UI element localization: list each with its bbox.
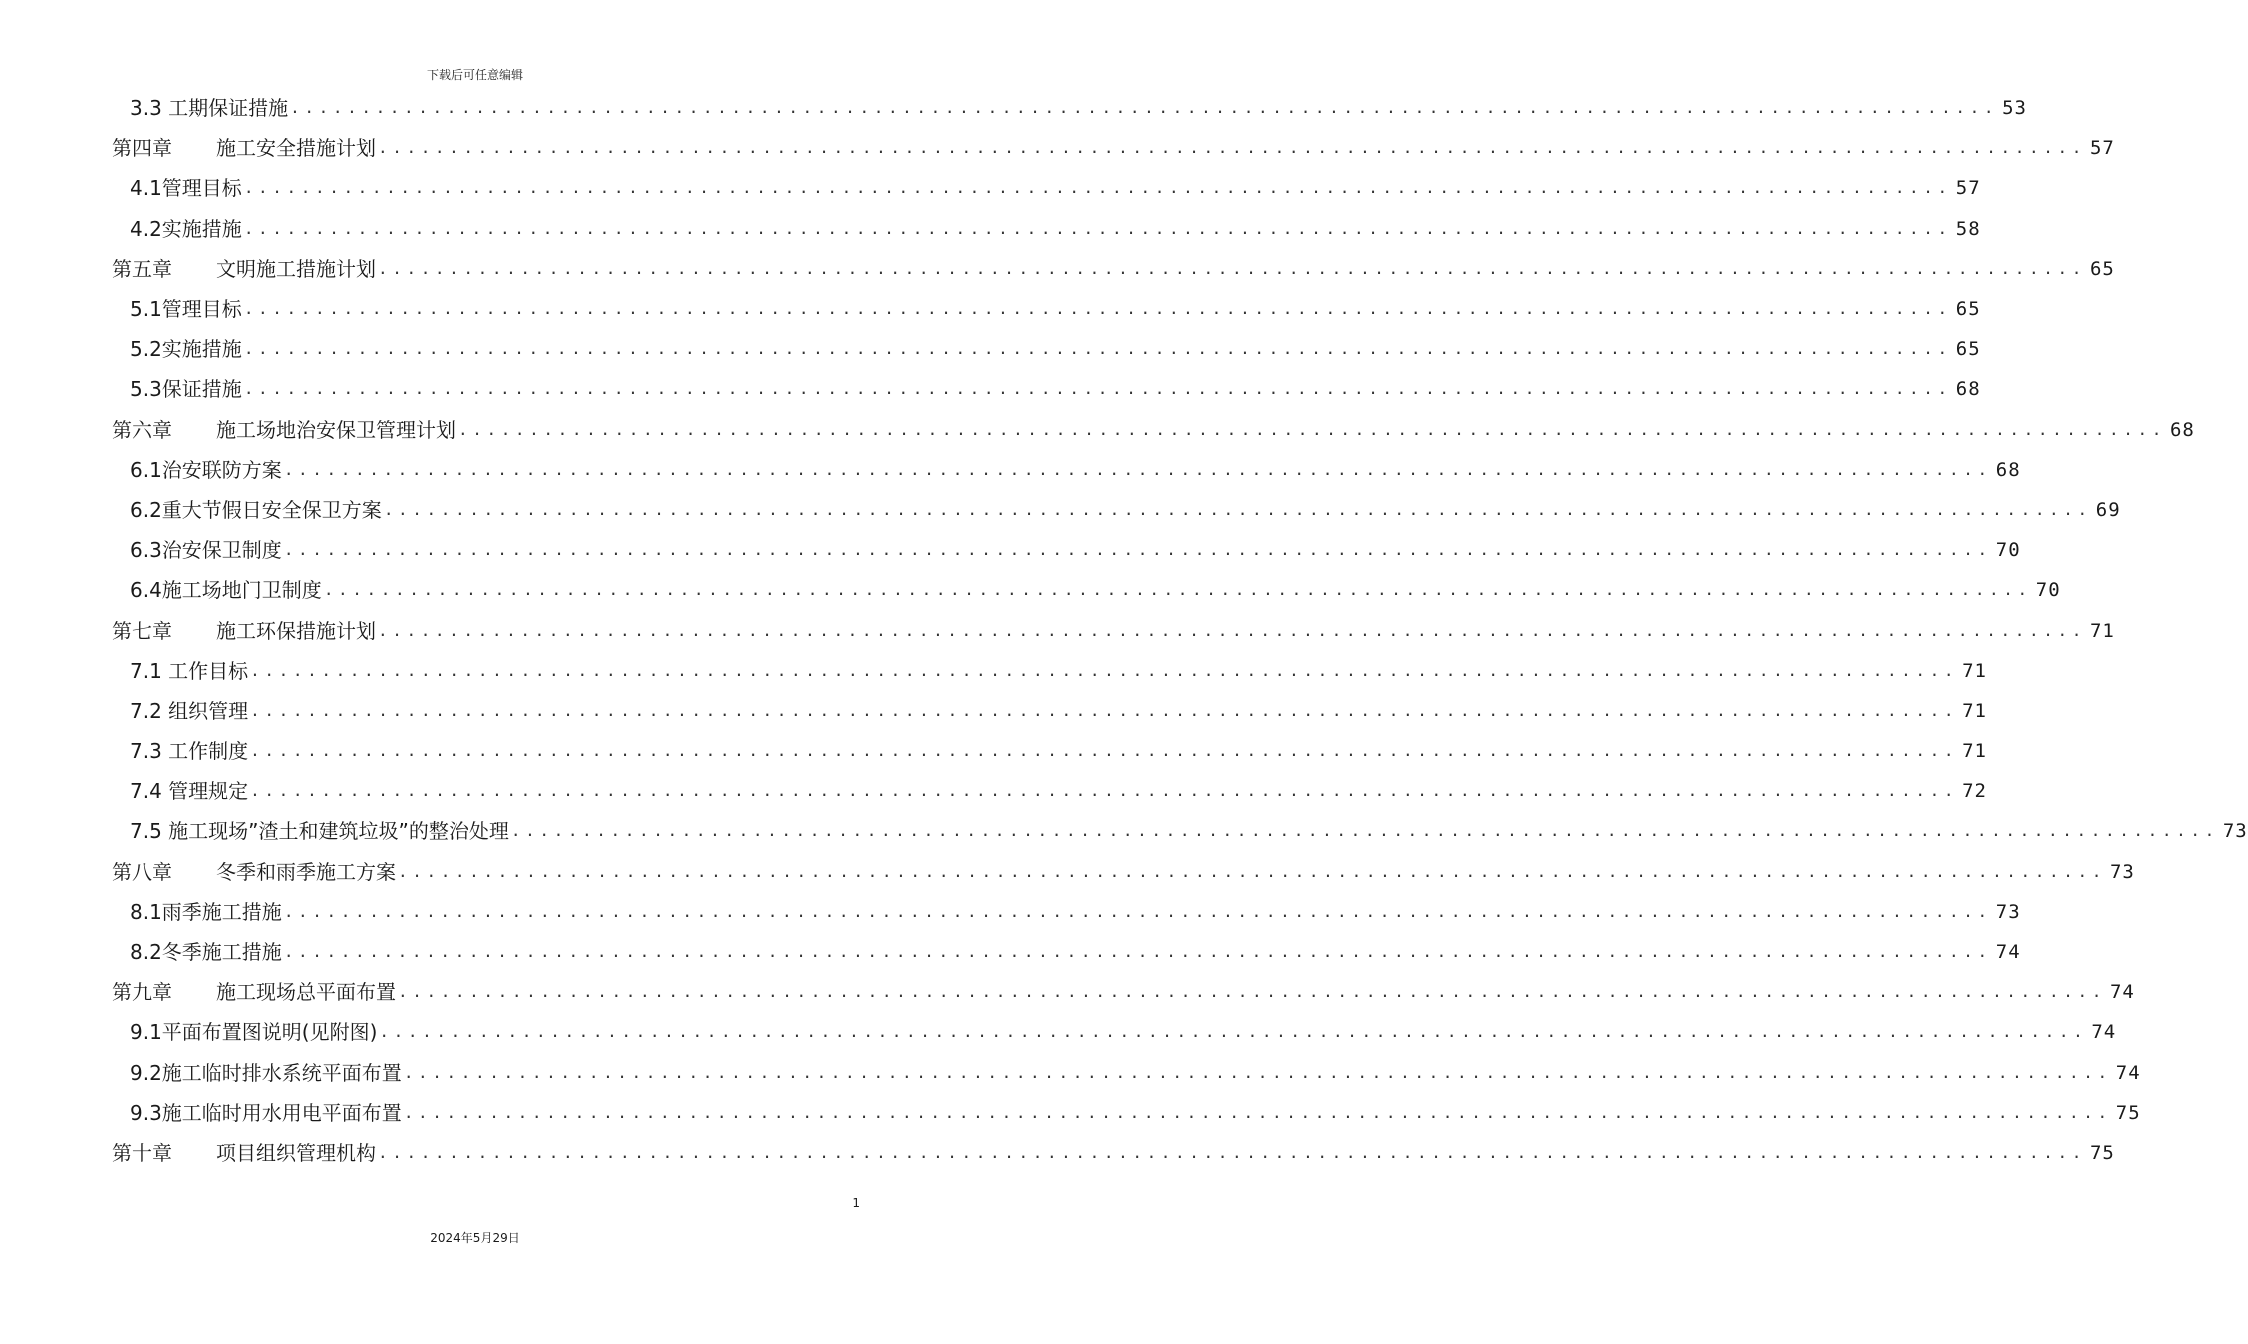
toc-chapter-number: 第九章 [112,980,172,1005]
toc-section-entry[interactable] [112,530,2021,570]
toc-leader-dots: ........................................................................................................................ [250,700,1959,720]
page-number: 1 [852,1196,860,1210]
toc-section-entry[interactable] [112,731,1987,771]
toc-entry-label: 6.2重大节假日安全保卫方案 [130,497,382,522]
toc-section-entry[interactable] [112,771,1987,811]
toc-page-number: 57 [1955,177,1981,200]
toc-section-entry[interactable] [112,329,1981,369]
toc-entry-title [112,852,396,892]
toc-section-entry[interactable] [112,209,1981,249]
toc-section-entry[interactable] [112,651,1987,691]
toc-leader-dots: ........................................................................................................................ [378,1142,2086,1162]
toc-section-entry[interactable] [112,932,2021,972]
toc-entry-title [130,289,242,329]
toc-entry-title [130,329,242,369]
toc-leader-dots: ........................................................................................................................ [383,499,2092,519]
toc-chapter-number: 第八章 [112,859,172,884]
toc-entry-title [130,450,282,490]
toc-leader-dots: ........................................................................................................................ [403,1062,2112,1082]
toc-chapter-entry[interactable] [112,249,2115,289]
toc-page-number: 58 [1955,217,1981,240]
toc-entry-title [130,168,242,208]
toc-section-entry[interactable] [112,691,1987,731]
toc-entry-label: 5.1管理目标 [130,297,242,322]
toc-page-number: 70 [2035,579,2061,602]
toc-entry-label: 8.1雨季施工措施 [130,899,282,924]
toc-entry-title [130,651,248,691]
toc-leader-dots: ........................................................................................................................ [290,98,1999,118]
toc-leader-dots: ........................................................................................................................ [250,781,1959,801]
toc-page-number: 74 [1995,941,2021,964]
toc-chapter-number: 第六章 [112,417,172,442]
toc-chapter-entry[interactable] [112,128,2115,168]
toc-section-entry[interactable] [112,892,2021,932]
toc-entry-title [130,490,382,530]
toc-chapter-entry[interactable] [112,972,2135,1012]
toc-entry-label: 施工环保措施计划 [216,618,376,643]
toc-entry-label: 项目组织管理机构 [216,1140,376,1165]
toc-entry-title [130,771,248,811]
toc-entry-label: 4.2实施措施 [130,216,242,241]
toc-leader-dots: ........................................................................................................................ [403,1102,2112,1122]
toc-entry-label: 5.3保证措施 [130,377,242,402]
toc-section-entry[interactable] [112,811,2248,851]
toc-entry-title [112,128,376,168]
toc-entry-title [130,932,282,972]
toc-leader-dots: ........................................................................................................................ [378,258,2086,278]
toc-leader-dots: ........................................................................................................................ [510,821,2219,841]
toc-page-number: 71 [1962,699,1987,722]
toc-page-number: 72 [1962,780,1987,803]
toc-page-number: 65 [1955,338,1981,361]
toc-entry-title [112,249,376,289]
toc-leader-dots: ........................................................................................................................ [243,339,1952,359]
toc-page-number: 73 [2109,860,2135,883]
toc-chapter-entry[interactable] [112,1133,2115,1173]
toc-entry-label: 6.1治安联防方案 [130,457,282,482]
toc-chapter-number: 第十章 [112,1140,172,1165]
toc-entry-label: 冬季和雨季施工方案 [216,859,396,884]
toc-entry-label: 施工场地治安保卫管理计划 [216,417,456,442]
toc-leader-dots: ........................................................................................................................ [250,660,1959,680]
toc-page-number: 71 [2089,619,2115,642]
toc-leader-dots: ........................................................................................................................ [283,459,1992,479]
toc-entry-label: 6.4施工场地门卫制度 [130,578,322,603]
toc-leader-dots: ........................................................................................................................ [378,620,2086,640]
toc-page-number: 70 [1995,539,2021,562]
toc-section-entry[interactable] [112,570,2061,610]
toc-leader-dots: ........................................................................................................................ [283,942,1992,962]
toc-entry-title [130,88,288,128]
toc-entry-label: 施工安全措施计划 [216,136,376,161]
toc-entry-label: 9.2施工临时排水系统平面布置 [130,1060,402,1085]
toc-chapter-number: 第四章 [112,136,172,161]
toc-page-number: 53 [2002,97,2027,120]
toc-entry-label: 7.5 施工现场”渣土和建筑垃圾”的整治处理 [130,819,509,844]
toc-entry-label: 8.2冬季施工措施 [130,940,282,965]
toc-leader-dots: ........................................................................................................................ [458,419,2166,439]
toc-section-entry[interactable] [112,168,1981,208]
toc-leader-dots: ........................................................................................................................ [250,741,1959,761]
toc-chapter-entry[interactable] [112,610,2115,650]
toc-entry-label: 文明施工措施计划 [216,256,376,281]
header-note: 下载后可任意编辑 [426,68,523,82]
toc-entry-title [130,691,248,731]
toc-section-entry[interactable] [112,369,1981,409]
toc-section-entry[interactable] [112,289,1981,329]
toc-leader-dots: ........................................................................................................................ [398,861,2106,881]
toc-page-number: 73 [1995,900,2021,923]
toc-page-number: 65 [1955,298,1981,321]
toc-entry-label: 施工现场总平面布置 [216,980,396,1005]
toc-entry-title [130,1053,402,1093]
toc-page-number: 74 [2091,1021,2117,1044]
toc-section-entry[interactable] [112,490,2121,530]
toc-page-number: 73 [2222,820,2248,843]
toc-leader-dots: ........................................................................................................................ [398,982,2106,1002]
toc-page-number: 74 [2109,981,2135,1004]
toc-entry-title [130,1093,402,1133]
toc-chapter-number: 第五章 [112,256,172,281]
toc-leader-dots: ........................................................................................................................ [243,178,1952,198]
toc-page-number: 68 [1955,378,1981,401]
toc-entry-label: 6.3治安保卫制度 [130,538,282,563]
toc-leader-dots: ........................................................................................................................ [243,218,1952,238]
toc-page-number: 71 [1962,659,1987,682]
toc-entry-title [130,530,282,570]
toc-entry-label: 7.3 工作制度 [130,739,249,764]
toc-leader-dots: ........................................................................................................................ [379,1022,2088,1042]
toc-entry-title [130,1012,377,1052]
toc-page-number: 68 [1995,458,2021,481]
toc-section-entry[interactable] [112,1093,2141,1133]
toc-entry-title [130,731,248,771]
toc-section-entry[interactable] [112,450,2021,490]
toc-page-number: 68 [2169,418,2195,441]
toc-entry-label: 4.1管理目标 [130,176,242,201]
toc-entry-label: 3.3 工期保证措施 [130,96,289,121]
toc-entry-label: 9.1平面布置图说明(见附图) [130,1020,378,1045]
toc-entry-title [130,209,242,249]
toc-chapter-entry[interactable] [112,852,2135,892]
toc-section-entry[interactable] [112,1012,2117,1052]
toc-leader-dots: ........................................................................................................................ [378,138,2086,158]
toc-page-number: 75 [2089,1141,2115,1164]
toc-page-number: 69 [2095,498,2121,521]
toc-leader-dots: ........................................................................................................................ [323,580,2032,600]
toc-entry-label: 5.2实施措施 [130,337,242,362]
toc-page-number: 71 [1962,740,1987,763]
toc-entry-label: 9.3施工临时用水用电平面布置 [130,1100,402,1125]
toc-entry-title [112,972,396,1012]
toc-section-entry[interactable] [112,88,2027,128]
toc-entry-label: 7.4 管理规定 [130,779,249,804]
toc-entry-title [112,611,376,651]
toc-leader-dots: ........................................................................................................................ [283,901,1992,921]
toc-chapter-number: 第七章 [112,618,172,643]
toc-entry-label: 7.2 组织管理 [130,698,249,723]
footer-date: 2024年5月29日 [430,1231,520,1245]
toc-section-entry[interactable] [112,1053,2141,1093]
toc-entry-title [130,570,322,610]
toc-entry-title [130,811,509,851]
toc-leader-dots: ........................................................................................................................ [283,540,1992,560]
toc-entry-label: 7.1 工作目标 [130,658,249,683]
toc-leader-dots: ........................................................................................................................ [243,379,1952,399]
toc-page-number: 74 [2115,1061,2141,1084]
toc-page-number: 65 [2089,257,2115,280]
toc-entry-title [112,1133,376,1173]
table-of-contents [112,88,2248,1173]
toc-entry-title [130,892,282,932]
toc-page-number: 57 [2089,137,2115,160]
toc-entry-title [130,369,242,409]
toc-leader-dots: ........................................................................................................................ [243,299,1952,319]
toc-chapter-entry[interactable] [112,410,2195,450]
toc-entry-title [112,410,456,450]
toc-page-number: 75 [2115,1101,2141,1124]
